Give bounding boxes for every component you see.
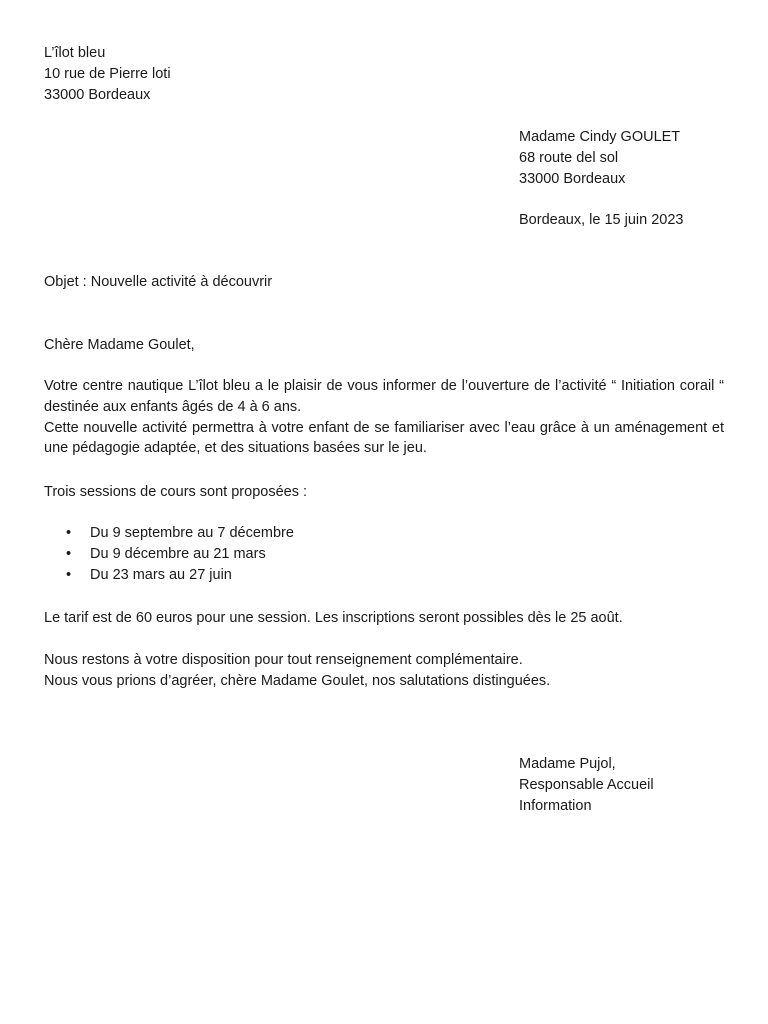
signature-name: Madame Pujol, [519, 756, 616, 772]
sessions-list [66, 523, 294, 585]
recipient-street: 68 route del sol [519, 149, 619, 166]
sender-name: L’îlot bleu [44, 45, 106, 61]
session-label: Du 9 décembre au 21 mars [90, 545, 266, 562]
list-item [66, 523, 294, 544]
closing-line-1: Nous restons à votre disposition pour tout renseignement complémentaire. [44, 652, 523, 668]
letter-salutation [44, 335, 195, 356]
body-paragraph-1: Votre centre nautique L’îlot bleu a le plaisir de vous informer de l’ouverture de l’activité “ Initiation corail “ destinée aux enfants âgés de 4 à 6 ans. [44, 378, 724, 415]
session-label: Du 9 septembre au 7 décembre [90, 525, 294, 541]
salutation-text: Chère Madame Goulet, [44, 337, 195, 353]
sessions-intro-text: Trois sessions de cours sont proposées : [44, 484, 308, 500]
signature-title-line-2: Information [519, 797, 592, 814]
closing-paragraph [44, 650, 550, 692]
recipient-address [519, 127, 680, 189]
letter-date [519, 210, 683, 231]
closing-line-2: Nous vous prions d’agréer, chère Madame Goulet, nos salutations distinguées. [44, 672, 551, 689]
sender-street: 10 rue de Pierre loti [44, 65, 171, 82]
letter-body [44, 376, 724, 459]
signature-title-line-1: Responsable Accueil [519, 776, 654, 793]
date-text: Bordeaux, le 15 juin 2023 [519, 212, 684, 228]
sender-address [44, 43, 171, 105]
session-label: Du 23 mars au 27 juin [90, 566, 232, 583]
signature-block [519, 754, 654, 816]
body-paragraph-2: Cette nouvelle activité permettra à votre enfant de se familiariser avec l’eau grâce à un aménagement et une pédagogie adaptée, et des situations basées sur le jeu. [44, 419, 724, 457]
sender-city: 33000 Bordeaux [44, 86, 151, 103]
subject-text: Objet : Nouvelle activité à découvrir [44, 274, 273, 290]
tarif-paragraph [44, 608, 623, 629]
bullet-icon: • [66, 566, 72, 583]
tarif-text: Le tarif est de 60 euros pour une session. Les inscriptions seront possibles dès le 25 août. [44, 610, 623, 626]
bullet-icon: • [66, 525, 72, 541]
letter-subject [44, 272, 272, 293]
recipient-city: 33000 Bordeaux [519, 170, 626, 187]
sessions-intro [44, 482, 307, 503]
recipient-name: Madame Cindy GOULET [519, 129, 681, 145]
list-item [66, 565, 294, 586]
bullet-icon: • [66, 545, 72, 562]
list-item [66, 544, 294, 565]
